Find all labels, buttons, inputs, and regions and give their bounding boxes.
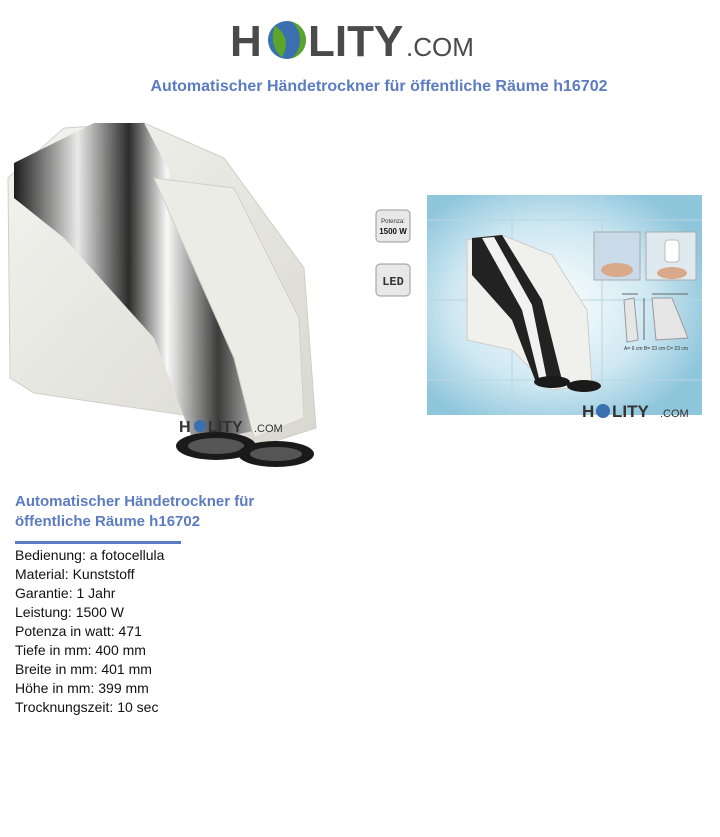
page-title: Automatischer Händetrockner für öffentliche Räume h16702 (150, 78, 608, 95)
spec-drying-time: Trocknungszeit: 10 sec (15, 699, 159, 715)
svg-text:Potenza:: Potenza: (381, 219, 405, 225)
svg-text:1500 W: 1500 W (379, 227, 407, 236)
spec-material: Material: Kunststoff (15, 566, 135, 582)
watermark-wordmark: LITY (208, 419, 243, 436)
spec-wattage: Potenza in watt: 471 (15, 623, 142, 639)
dimension-caption: A= 6 cm B= 23 cm C= 23 cm (624, 346, 689, 352)
spec-height: Höhe in mm: 399 mm (15, 680, 149, 696)
detail-watermark-wordmark: LITY (612, 402, 649, 420)
spec-warranty: Garantie: 1 Jahr (15, 585, 116, 601)
heading-divider (15, 541, 181, 544)
product-heading (15, 492, 335, 532)
site-logo[interactable] (0, 12, 720, 70)
spec-depth: Tiefe in mm: 400 mm (15, 642, 146, 658)
product-image-main[interactable] (4, 118, 324, 473)
watermark-globe-icon (194, 420, 206, 432)
product-heading-line2: öffentliche Räume h16702 (15, 513, 201, 530)
installation-illustration (372, 190, 702, 420)
detail-watermark-tld: .COM (660, 408, 689, 420)
logo-wordmark: LITY (308, 17, 404, 66)
detail-watermark-h: H (582, 402, 595, 420)
logo-tld: .COM (406, 32, 474, 62)
spec-power: Leistung: 1500 W (15, 604, 124, 620)
svg-text:LED: LED (382, 275, 404, 289)
product-heading-line1: Automatischer Händetrockner für (15, 493, 255, 510)
product-image-detail[interactable] (372, 190, 702, 420)
hand-dryer-illustration (4, 118, 324, 473)
logo-globe-icon (268, 21, 306, 59)
spec-operation: Bedienung: a fotocellula (15, 547, 165, 563)
logo-letter-h: H (230, 17, 262, 66)
power-badge (376, 210, 410, 242)
watermark-tld: .COM (254, 423, 283, 435)
spec-width: Breite in mm: 401 mm (15, 661, 152, 677)
watermark-h: H (179, 419, 191, 436)
spec-list (15, 546, 164, 717)
detail-watermark-globe-icon (596, 404, 610, 418)
led-badge (376, 264, 410, 296)
